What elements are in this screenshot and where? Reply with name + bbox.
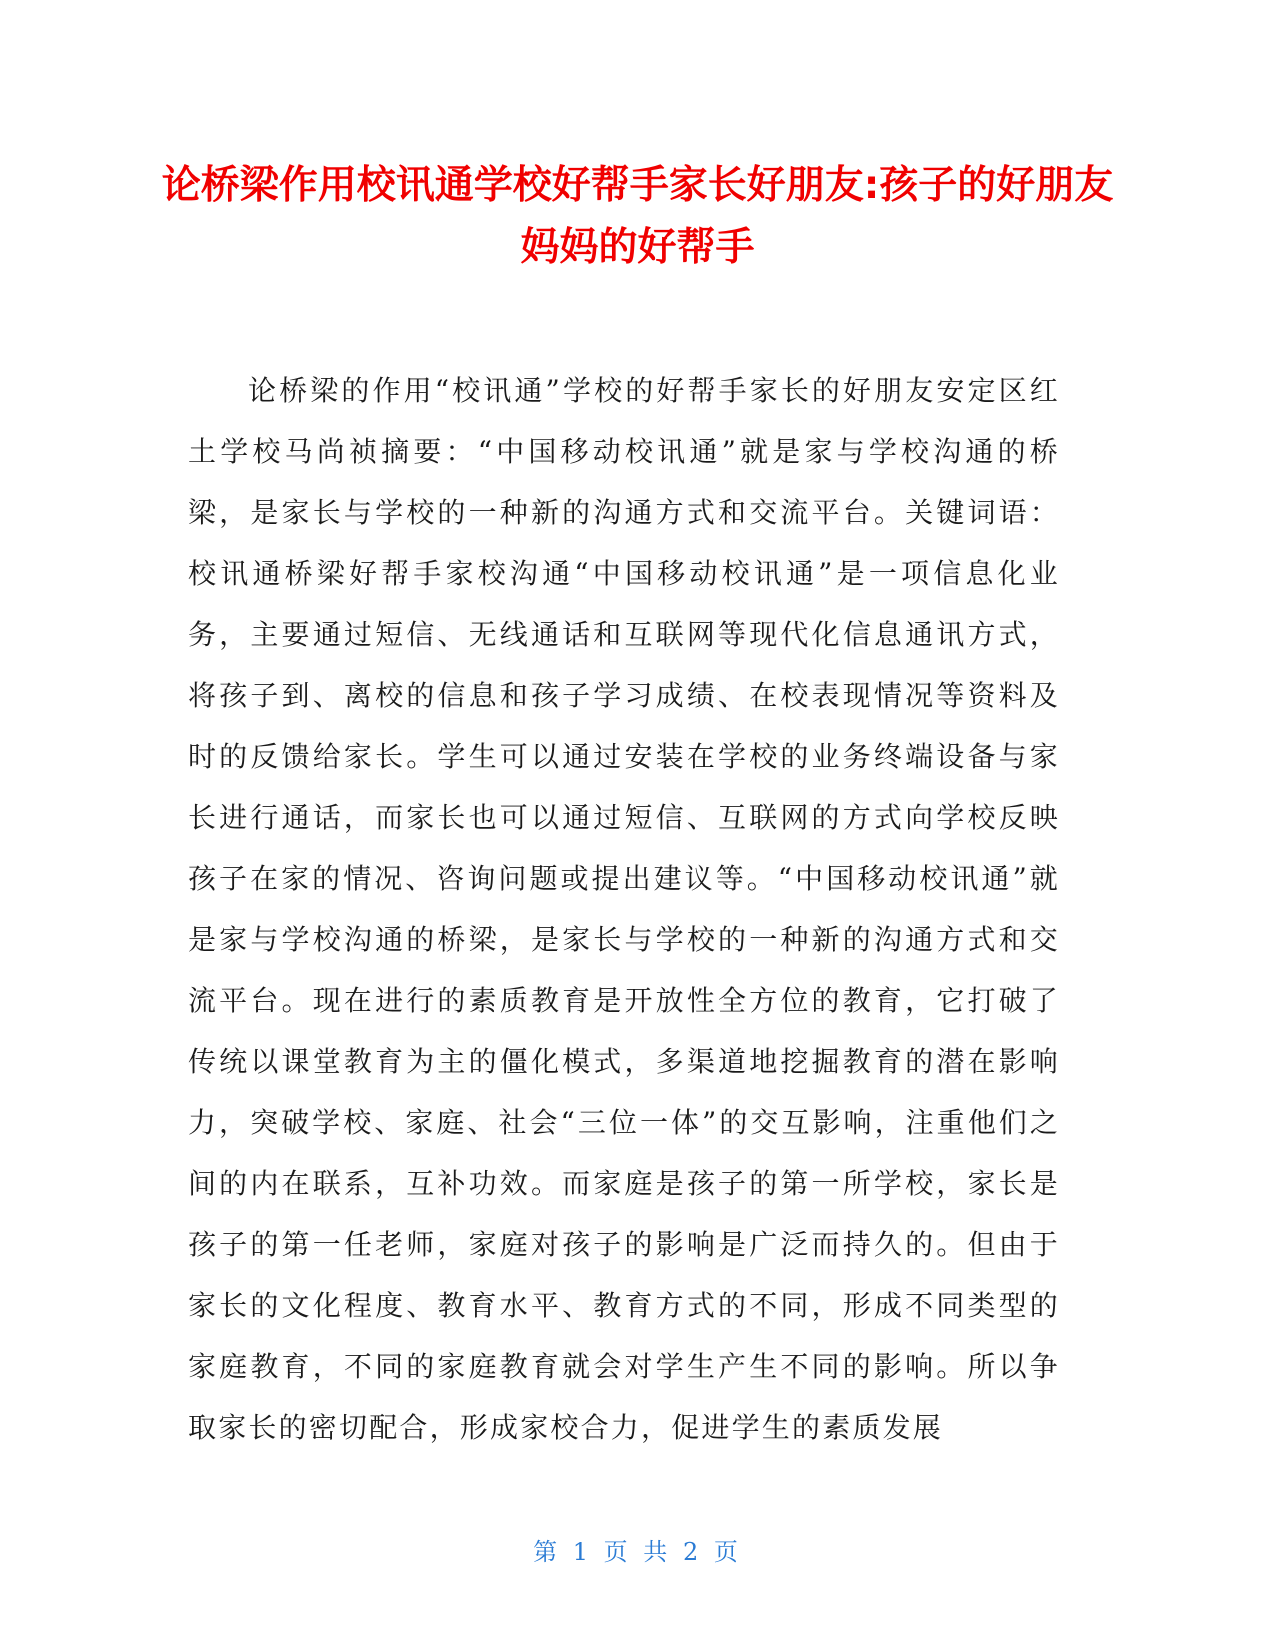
document-body-paragraph: 论桥梁的作用“校讯通”学校的好帮手家长的好朋友安定区红土学校马尚祯摘要：“中国移动校讯通”就是家与学校沟通的桥梁，是家长与学校的一种新的沟通方式和交流平台。关键词语：校讯通桥梁好帮手家校沟通“中国移动校讯通”是一项信息化业务，主要通过短信、无线通话和互联网等现代化信息通讯方式，将孩子到、离校的信息和孩子学习成绩、在校表现情况等资料及时的反馈给家长。学生可以通过安装在学校的业务终端设备与家长进行通话，而家长也可以通过短信、互联网的方式向学校反映孩子在家的情况、咨询问题或提出建议等。“中国移动校讯通”就是家与学校沟通的桥梁，是家长与学校的一种新的沟通方式和交流平台。现在进行的素质教育是开放性全方位的教育，它打破了传统以课堂教育为主的僵化模式，多渠道地挖掘教育的潜在影响力，突破学校、家庭、社会“三位一体”的交互影响，注重他们之间的内在联系，互补功效。而家庭是孩子的第一所学校，家长是孩子的第一任老师，家庭对孩子的影响是广泛而持久的。但由于家长的文化程度、教育水平、教育方式的不同，形成不同类型的家庭教育，不同的家庭教育就会对学生产生不同的影响。所以争取家长的密切配合，形成家校合力，促进学生的素质发展 <box>188 374 1060 1444</box>
page-number-footer: 第 1 页 共 2 页 <box>533 1538 742 1566</box>
document-title: 论桥梁作用校讯通学校好帮手家长好朋友:孩子的好朋友妈妈的好帮手 <box>161 163 1114 270</box>
